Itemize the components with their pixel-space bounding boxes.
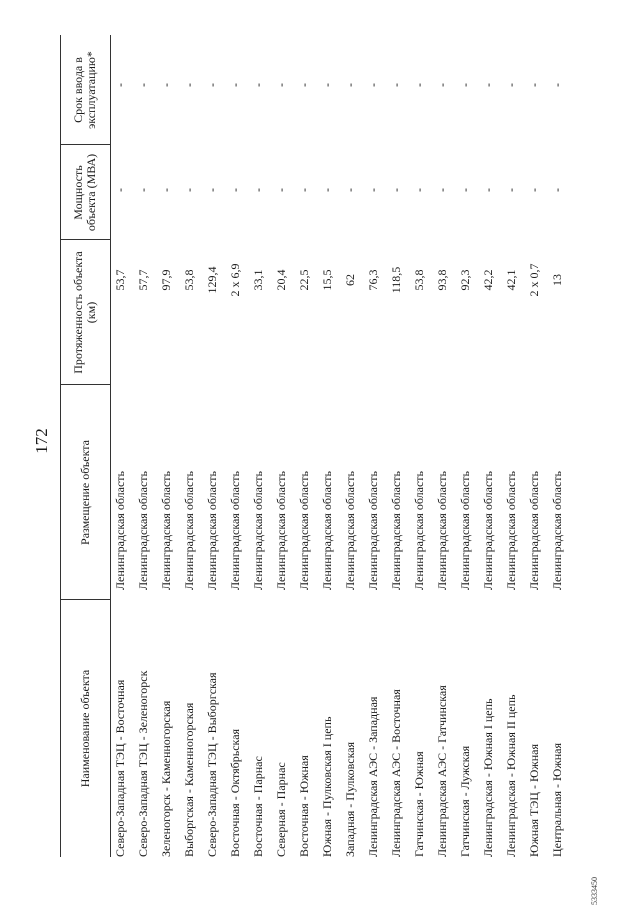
- cell-power: -: [527, 188, 541, 192]
- cell-location: Ленинградская область: [504, 471, 518, 590]
- cell-length: 118,5: [389, 266, 403, 294]
- cell-date: -: [343, 83, 357, 87]
- cell-date: -: [251, 83, 265, 87]
- cell-length: 97,9: [159, 269, 173, 291]
- cell-location: Ленинградская область: [228, 471, 242, 590]
- cell-date: -: [228, 83, 242, 87]
- cell-date: -: [159, 83, 173, 87]
- cell-location: Ленинградская область: [458, 471, 472, 590]
- cell-power: -: [389, 188, 403, 192]
- cell-name: Восточная - Октябрьская: [228, 728, 242, 857]
- cell-location: Ленинградская область: [251, 471, 265, 590]
- header-power: Мощность объекта (МВА): [71, 153, 98, 232]
- cell-power: -: [504, 188, 518, 192]
- cell-power: -: [159, 188, 173, 192]
- cell-length: 42,2: [481, 269, 495, 291]
- cell-location: Ленинградская область: [205, 471, 219, 590]
- cell-power: -: [113, 188, 127, 192]
- cell-name: Гатчинская - Южная: [412, 751, 426, 857]
- cell-length: 42,1: [504, 269, 518, 291]
- cell-location: Ленинградская область: [182, 471, 196, 590]
- cell-date: -: [182, 83, 196, 87]
- cell-length: 33,1: [251, 269, 265, 291]
- cell-power: -: [550, 188, 564, 192]
- cell-date: -: [412, 83, 426, 87]
- cell-length: 13: [550, 274, 564, 286]
- header-length: Протяженность объекта (км): [71, 251, 98, 374]
- cell-power: -: [458, 188, 472, 192]
- cell-name: Восточная - Южная: [297, 755, 311, 857]
- cell-location: Ленинградская область: [389, 471, 403, 590]
- cell-name: Центральная - Южная: [550, 743, 564, 857]
- cell-length: 53,7: [113, 269, 127, 291]
- cell-date: -: [550, 83, 564, 87]
- cell-location: Ленинградская область: [550, 471, 564, 590]
- cell-length: 22,5: [297, 269, 311, 291]
- cell-length: 92,3: [458, 269, 472, 291]
- cell-name: Западная - Пулковская: [343, 741, 357, 857]
- header-commission-date: Срок ввода в эксплуатацию*: [71, 51, 98, 129]
- cell-name: Ленинградская - Южная I цепь: [481, 698, 495, 857]
- cell-power: -: [136, 188, 150, 192]
- cell-date: -: [136, 83, 150, 87]
- cell-location: Ленинградская область: [527, 471, 541, 590]
- cell-location: Ленинградская область: [435, 471, 449, 590]
- cell-length: 93,8: [435, 269, 449, 291]
- cell-name: Северо-Западная ТЭЦ - Зеленогорск: [136, 670, 150, 857]
- cell-power: -: [320, 188, 334, 192]
- cell-date: -: [366, 83, 380, 87]
- cell-name: Северная - Парнас: [274, 762, 288, 857]
- cell-power: -: [343, 188, 357, 192]
- cell-date: -: [458, 83, 472, 87]
- cell-location: Ленинградская область: [159, 471, 173, 590]
- cell-length: 62: [343, 274, 357, 286]
- cell-date: -: [320, 83, 334, 87]
- cell-location: Ленинградская область: [366, 471, 380, 590]
- cell-length: 20,4: [274, 269, 288, 291]
- cell-date: -: [527, 83, 541, 87]
- cell-power: -: [182, 188, 196, 192]
- cell-date: -: [205, 83, 219, 87]
- header-name: Наименование объекта: [77, 669, 92, 788]
- cell-power: -: [228, 188, 242, 192]
- cell-length: 76,3: [366, 269, 380, 291]
- cell-date: -: [435, 83, 449, 87]
- cell-date: -: [481, 83, 495, 87]
- cell-name: Южная ТЭЦ - Южная: [527, 744, 541, 857]
- cell-power: -: [205, 188, 219, 192]
- cell-power: -: [435, 188, 449, 192]
- cell-power: -: [481, 188, 495, 192]
- cell-name: Восточная - Парнас: [251, 756, 265, 857]
- cell-length: 53,8: [412, 269, 426, 291]
- page-number: 172: [32, 428, 51, 454]
- cell-location: Ленинградская область: [481, 471, 495, 590]
- cell-power: -: [297, 188, 311, 192]
- cell-name: Зеленогорск - Каменногорская: [159, 700, 173, 857]
- cell-power: -: [251, 188, 265, 192]
- cell-length: 2 x 0,7: [527, 263, 541, 297]
- cell-location: Ленинградская область: [136, 471, 150, 590]
- cell-name: Ленинградская АЭС - Западная: [366, 696, 380, 857]
- cell-location: Ленинградская область: [412, 471, 426, 590]
- cell-length: 15,5: [320, 269, 334, 291]
- cell-date: -: [113, 83, 127, 87]
- cell-power: -: [274, 188, 288, 192]
- cell-name: Выборгская - Каменногорская: [182, 702, 196, 857]
- document-id: 5333450: [590, 877, 599, 905]
- cell-power: -: [412, 188, 426, 192]
- cell-date: -: [297, 83, 311, 87]
- cell-location: Ленинградская область: [274, 471, 288, 590]
- cell-power: -: [366, 188, 380, 192]
- cell-length: 57,7: [136, 269, 150, 291]
- cell-name: Южная - Пулковская I цепь: [320, 716, 334, 857]
- cell-date: -: [504, 83, 518, 87]
- table-header-divider: [110, 35, 111, 857]
- cell-name: Ленинградская - Южная II цепь: [504, 694, 518, 857]
- cell-name: Гатчинская - Лужская: [458, 745, 472, 857]
- cell-length: 129,4: [205, 266, 219, 294]
- cell-date: -: [274, 83, 288, 87]
- cell-length: 53,8: [182, 269, 196, 291]
- header-location: Размещение объекта: [77, 440, 92, 545]
- cell-location: Ленинградская область: [113, 471, 127, 590]
- cell-name: Ленинградская АЭС - Восточная: [389, 689, 403, 857]
- cell-name: Ленинградская АЭС - Гатчинская: [435, 685, 449, 857]
- cell-date: -: [389, 83, 403, 87]
- cell-name: Северо-Западная ТЭЦ - Выборгская: [205, 672, 219, 857]
- cell-location: Ленинградская область: [343, 471, 357, 590]
- cell-location: Ленинградская область: [297, 471, 311, 590]
- cell-name: Северо-Западная ТЭЦ - Восточная: [113, 679, 127, 857]
- cell-length: 2 x 6,9: [228, 263, 242, 297]
- cell-location: Ленинградская область: [320, 471, 334, 590]
